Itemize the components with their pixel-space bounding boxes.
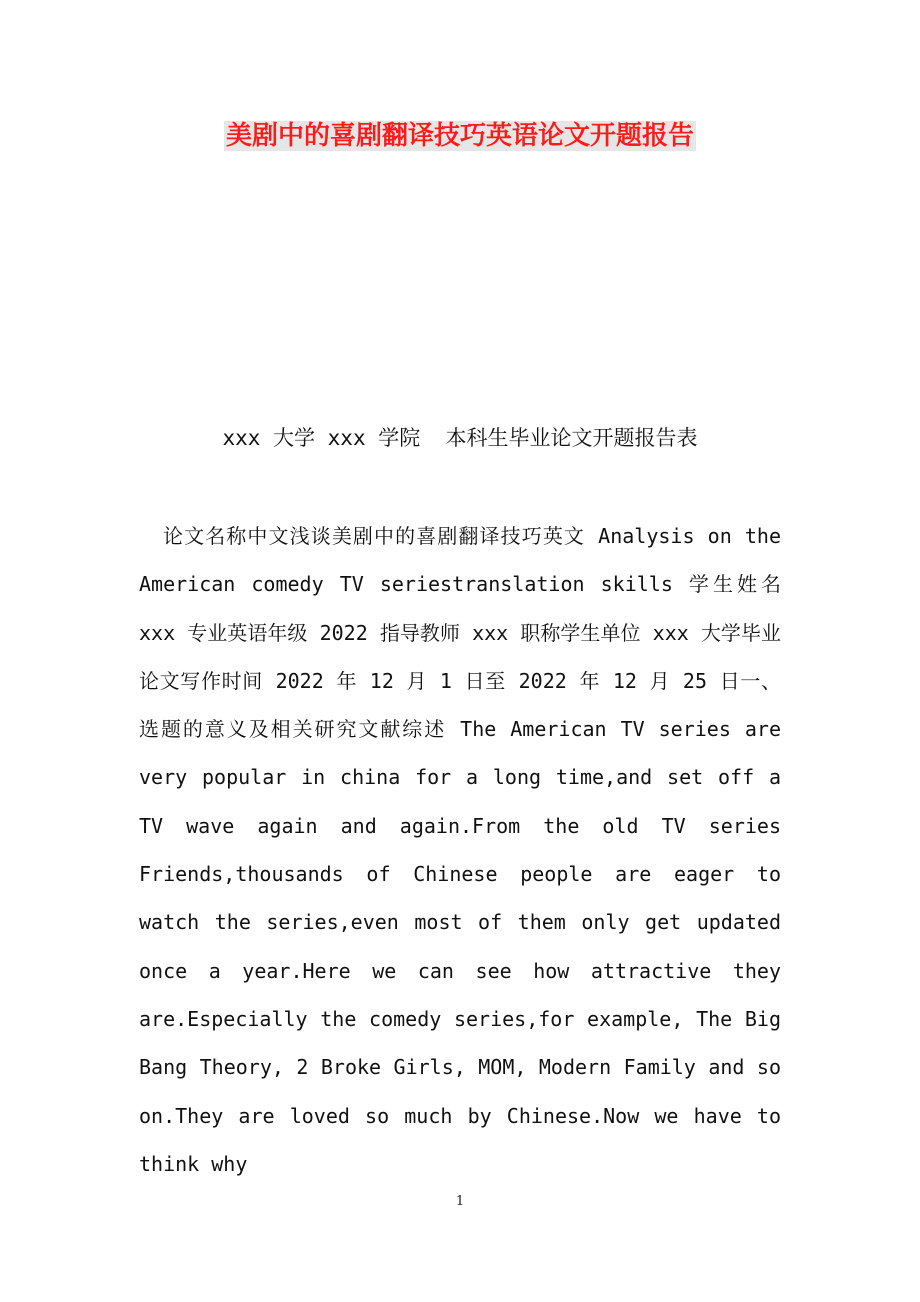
document-title-text: 美剧中的喜剧翻译技巧英语论文开题报告: [225, 121, 694, 151]
page-number: 1: [455, 1194, 465, 1209]
body-paragraph: 论文名称中文浅谈美剧中的喜剧翻译技巧英文 Analysis on the American comedy TV seriestranslation skills 学生姓名 xxx 专业英语年级 2022 指导教师 xxx 职称学生单位 xxx 大学毕业论文写作时间 2022 年 12 月 1 日至 2022 年 12 月 25 日一、选题的意义及相关研究文献综述 The American TV series are very popular in china for a long time,and set off a TV wave again and again.From the old TV series Friends,thousands of Chinese people are eager to watch the series,even most of them only get updated once a year.Here we can see how attractive they are.Especially the comedy series,for example, The Big Bang Theory, 2 Broke Girls, MOM, Modern Family and so on.They are loved so much by Chinese.Now we have to think why: [139, 524, 781, 1176]
report-form-heading: xxx 大学 xxx 学院 本科生毕业论文开题报告表: [222, 426, 698, 450]
document-title: [0, 116, 920, 156]
